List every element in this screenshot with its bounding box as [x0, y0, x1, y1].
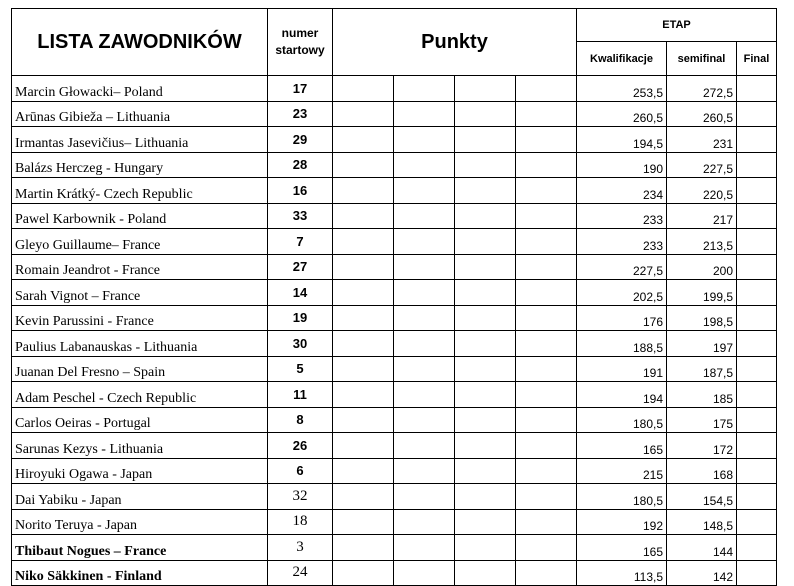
points-cell — [516, 509, 577, 535]
start-number: 26 — [268, 433, 333, 459]
points-cell — [333, 127, 394, 153]
points-cell — [394, 509, 455, 535]
semifinal-score: 144 — [667, 535, 737, 561]
points-cell — [394, 254, 455, 280]
competitor-name: Sarah Vignot – France — [12, 280, 268, 306]
qualification-score: 190 — [577, 152, 667, 178]
points-cell — [394, 458, 455, 484]
table-row — [12, 178, 777, 204]
start-number: 7 — [268, 229, 333, 255]
start-number: 17 — [268, 76, 333, 102]
points-cell — [455, 178, 516, 204]
semifinal-score: 185 — [667, 382, 737, 408]
points-cell — [394, 356, 455, 382]
points-cell — [333, 229, 394, 255]
table-row — [12, 433, 777, 459]
table-row — [12, 305, 777, 331]
points-cell — [455, 254, 516, 280]
points-cell — [394, 178, 455, 204]
competitor-name: Niko Säkkinen - Finland — [12, 560, 268, 586]
qualification-score: 165 — [577, 535, 667, 561]
points-cell — [394, 382, 455, 408]
points-cell — [516, 76, 577, 102]
points-cell — [455, 407, 516, 433]
table-row — [12, 484, 777, 510]
table-row — [12, 229, 777, 255]
final-score — [737, 407, 777, 433]
qualification-score: 233 — [577, 229, 667, 255]
semifinal-score: 260,5 — [667, 101, 737, 127]
start-number: 24 — [268, 560, 333, 586]
competitor-name: Sarunas Kezys - Lithuania — [12, 433, 268, 459]
start-number: 3 — [268, 535, 333, 561]
competitor-name: Kevin Parussini - France — [12, 305, 268, 331]
semifinal-score: 199,5 — [667, 280, 737, 306]
points-cell — [394, 305, 455, 331]
points-cell — [333, 305, 394, 331]
points-cell — [516, 331, 577, 357]
table-row — [12, 331, 777, 357]
competitor-name: Marcin Głowacki– Poland — [12, 76, 268, 102]
points-cell — [394, 484, 455, 510]
table-row — [12, 458, 777, 484]
points-cell — [333, 407, 394, 433]
qualification-score: 191 — [577, 356, 667, 382]
final-score — [737, 458, 777, 484]
qualification-score: 194,5 — [577, 127, 667, 153]
semifinal-score: 272,5 — [667, 76, 737, 102]
final-score — [737, 127, 777, 153]
semifinal-score: 198,5 — [667, 305, 737, 331]
start-number: 30 — [268, 331, 333, 357]
table-row — [12, 76, 777, 102]
semifinal-score: 217 — [667, 203, 737, 229]
table-row — [12, 254, 777, 280]
semifinal-score: 148,5 — [667, 509, 737, 535]
points-cell — [333, 433, 394, 459]
points-cell — [333, 178, 394, 204]
points-cell — [455, 356, 516, 382]
qualification-score: 215 — [577, 458, 667, 484]
competitor-name: Pawel Karbownik - Poland — [12, 203, 268, 229]
qualification-score: 180,5 — [577, 484, 667, 510]
points-cell — [394, 101, 455, 127]
qualification-score: 176 — [577, 305, 667, 331]
points-cell — [455, 509, 516, 535]
semifinal-score: 154,5 — [667, 484, 737, 510]
points-cell — [455, 280, 516, 306]
points-cell — [394, 203, 455, 229]
qualification-score: 113,5 — [577, 560, 667, 586]
points-cell — [516, 152, 577, 178]
final-score — [737, 382, 777, 408]
points-cell — [455, 331, 516, 357]
competitor-table — [11, 8, 777, 586]
points-cell — [516, 560, 577, 586]
points-cell — [333, 152, 394, 178]
qualification-score: 188,5 — [577, 331, 667, 357]
points-cell — [516, 484, 577, 510]
start-number: 32 — [268, 484, 333, 510]
start-number-header-line1: numer — [281, 26, 319, 40]
final-score — [737, 535, 777, 561]
final-score — [737, 76, 777, 102]
start-number: 33 — [268, 203, 333, 229]
semifinal-score: 197 — [667, 331, 737, 357]
start-number: 18 — [268, 509, 333, 535]
points-cell — [516, 382, 577, 408]
points-cell — [394, 433, 455, 459]
points-cell — [333, 509, 394, 535]
points-cell — [516, 203, 577, 229]
semifinal-score: 172 — [667, 433, 737, 459]
final-score — [737, 560, 777, 586]
points-header: Punkty — [333, 9, 577, 76]
final-score — [737, 178, 777, 204]
table-row — [12, 127, 777, 153]
points-cell — [516, 127, 577, 153]
final-score — [737, 484, 777, 510]
points-cell — [455, 305, 516, 331]
start-number: 16 — [268, 178, 333, 204]
points-cell — [333, 76, 394, 102]
points-cell — [394, 280, 455, 306]
qualification-score: 233 — [577, 203, 667, 229]
semifinal-score: 187,5 — [667, 356, 737, 382]
qualification-score: 202,5 — [577, 280, 667, 306]
table-row — [12, 560, 777, 586]
competitor-name: Romain Jeandrot - France — [12, 254, 268, 280]
table-row — [12, 509, 777, 535]
competitor-name: Hiroyuki Ogawa - Japan — [12, 458, 268, 484]
semifinal-score: 175 — [667, 407, 737, 433]
table-row — [12, 535, 777, 561]
table-row — [12, 203, 777, 229]
start-number: 27 — [268, 254, 333, 280]
points-cell — [455, 433, 516, 459]
competitor-name: Juanan Del Fresno – Spain — [12, 356, 268, 382]
final-score — [737, 509, 777, 535]
semifinal-score: 142 — [667, 560, 737, 586]
points-cell — [455, 152, 516, 178]
points-cell — [333, 458, 394, 484]
points-cell — [333, 280, 394, 306]
competitor-name: Irmantas Jasevičius– Lithuania — [12, 127, 268, 153]
semifinal-score: 213,5 — [667, 229, 737, 255]
semifinal-score: 168 — [667, 458, 737, 484]
start-number: 8 — [268, 407, 333, 433]
points-cell — [394, 127, 455, 153]
stage-header: ETAP — [577, 9, 777, 42]
points-cell — [455, 101, 516, 127]
qualification-score: 165 — [577, 433, 667, 459]
points-cell — [455, 484, 516, 510]
competitor-name: Martin Krátký- Czech Republic — [12, 178, 268, 204]
points-cell — [455, 458, 516, 484]
qualification-header: Kwalifikacje — [577, 42, 667, 76]
semifinal-score: 231 — [667, 127, 737, 153]
points-cell — [516, 433, 577, 459]
final-score — [737, 280, 777, 306]
semifinal-score: 220,5 — [667, 178, 737, 204]
qualification-score: 227,5 — [577, 254, 667, 280]
points-cell — [333, 560, 394, 586]
points-cell — [333, 331, 394, 357]
competitor-name: Thibaut Nogues – France — [12, 535, 268, 561]
table-row — [12, 101, 777, 127]
final-score — [737, 229, 777, 255]
points-cell — [455, 203, 516, 229]
points-cell — [333, 535, 394, 561]
qualification-score: 194 — [577, 382, 667, 408]
points-cell — [455, 382, 516, 408]
table-row — [12, 382, 777, 408]
points-cell — [516, 535, 577, 561]
points-cell — [516, 407, 577, 433]
points-cell — [455, 229, 516, 255]
qualification-score: 234 — [577, 178, 667, 204]
qualification-score: 253,5 — [577, 76, 667, 102]
semifinal-score: 227,5 — [667, 152, 737, 178]
points-cell — [394, 76, 455, 102]
final-score — [737, 433, 777, 459]
table-row — [12, 152, 777, 178]
competitor-name: Balázs Herczeg - Hungary — [12, 152, 268, 178]
semifinal-score: 200 — [667, 254, 737, 280]
points-cell — [333, 356, 394, 382]
final-score — [737, 203, 777, 229]
qualification-score: 192 — [577, 509, 667, 535]
start-number: 28 — [268, 152, 333, 178]
start-number: 14 — [268, 280, 333, 306]
start-number: 6 — [268, 458, 333, 484]
points-cell — [455, 560, 516, 586]
points-cell — [455, 535, 516, 561]
start-number: 23 — [268, 101, 333, 127]
start-number-header-line2: startowy — [275, 43, 325, 57]
points-cell — [516, 229, 577, 255]
points-cell — [516, 254, 577, 280]
points-cell — [394, 229, 455, 255]
qualification-score: 260,5 — [577, 101, 667, 127]
points-cell — [333, 254, 394, 280]
competitor-name: Gleyo Guillaume– France — [12, 229, 268, 255]
final-score — [737, 305, 777, 331]
final-score — [737, 356, 777, 382]
points-cell — [516, 356, 577, 382]
points-cell — [333, 203, 394, 229]
start-number: 5 — [268, 356, 333, 382]
competitor-name: Carlos Oeiras - Portugal — [12, 407, 268, 433]
points-cell — [455, 76, 516, 102]
points-cell — [516, 280, 577, 306]
points-cell — [333, 484, 394, 510]
competitor-name: Norito Teruya - Japan — [12, 509, 268, 535]
points-cell — [333, 382, 394, 408]
final-score — [737, 152, 777, 178]
points-cell — [394, 535, 455, 561]
points-cell — [455, 127, 516, 153]
points-cell — [516, 178, 577, 204]
points-cell — [394, 331, 455, 357]
table-row — [12, 407, 777, 433]
points-cell — [394, 407, 455, 433]
points-cell — [394, 560, 455, 586]
points-cell — [516, 101, 577, 127]
final-score — [737, 254, 777, 280]
start-number: 29 — [268, 127, 333, 153]
competitor-name: Adam Peschel - Czech Republic — [12, 382, 268, 408]
points-cell — [516, 305, 577, 331]
final-header: Final — [737, 42, 777, 76]
competitor-name: Dai Yabiku - Japan — [12, 484, 268, 510]
start-number: 19 — [268, 305, 333, 331]
points-cell — [333, 101, 394, 127]
start-number-header — [268, 9, 333, 76]
list-title: LISTA ZAWODNIKÓW — [12, 9, 268, 76]
table-row — [12, 280, 777, 306]
start-number: 11 — [268, 382, 333, 408]
table-row — [12, 356, 777, 382]
points-cell — [394, 152, 455, 178]
final-score — [737, 331, 777, 357]
semifinal-header: semifinal — [667, 42, 737, 76]
final-score — [737, 101, 777, 127]
competitor-name: Arūnas Gibieža – Lithuania — [12, 101, 268, 127]
points-cell — [516, 458, 577, 484]
qualification-score: 180,5 — [577, 407, 667, 433]
competitor-name: Paulius Labanauskas - Lithuania — [12, 331, 268, 357]
